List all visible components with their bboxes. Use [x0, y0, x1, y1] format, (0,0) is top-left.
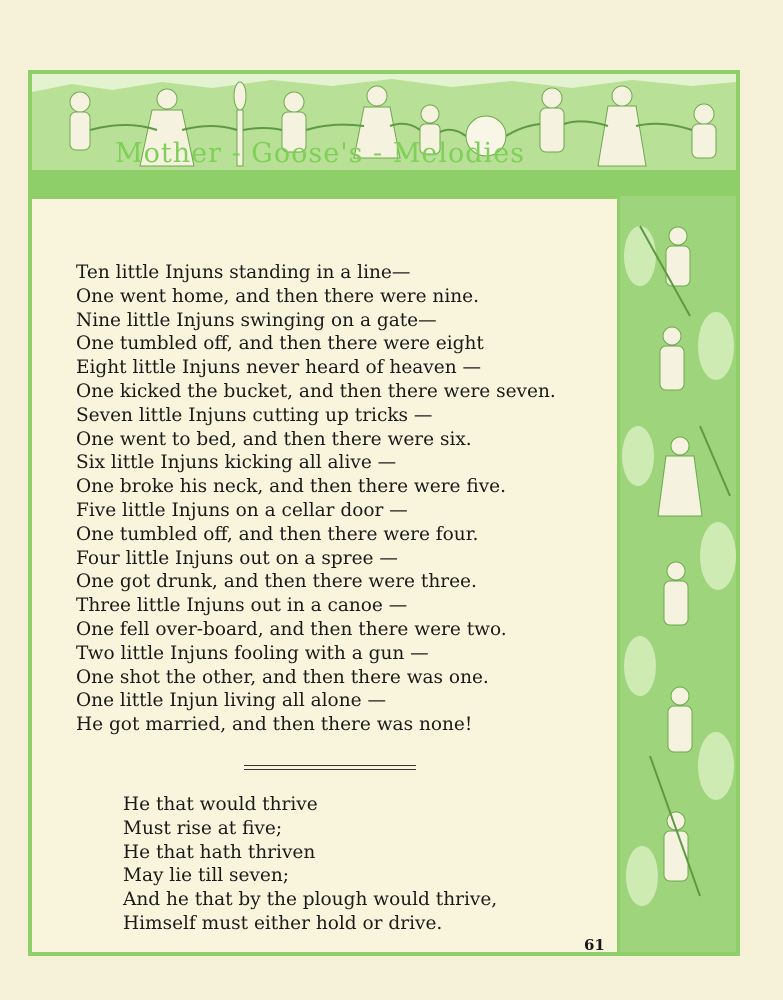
page-title: Mother - Goose's - Melodies: [114, 138, 526, 169]
he-that-would-thrive-poem: [123, 793, 497, 936]
poem-line: One tumbled off, and then there were four.: [76, 523, 479, 545]
poem-line: Six little Injuns kicking all alive —: [76, 452, 397, 474]
poem-line: One got drunk, and then there were three.: [76, 571, 477, 593]
poem-line: One shot the other, and then there was one.: [76, 666, 489, 688]
poem-line: May lie till seven;: [123, 865, 290, 887]
poem-line: One went to bed, and then there were six.: [76, 428, 472, 450]
poem-line: Ten little Injuns standing in a line—: [76, 262, 411, 283]
section-divider: [244, 765, 416, 770]
poem-line: One little Injun living all alone —: [76, 690, 386, 712]
poem-line: And he that by the plough would thrive,: [123, 889, 498, 911]
page-number: 61: [584, 936, 605, 954]
poem-line: Eight little Injuns never heard of heaven —: [76, 357, 482, 379]
poem-line: One broke his neck, and then there were five.: [76, 476, 506, 498]
children-dancing-illustration: [32, 74, 736, 196]
poem-line: Four little Injuns out on a spree —: [76, 547, 398, 569]
poem-line: Seven little Injuns cutting up tricks —: [76, 404, 433, 426]
poem-line: One kicked the bucket, and then there were seven.: [76, 380, 556, 402]
poem-line: Three little Injuns out in a canoe —: [76, 595, 408, 617]
poem-line: He that would thrive: [123, 794, 318, 815]
poem-line: Five little Injuns on a cellar door —: [76, 499, 408, 521]
ten-little-injuns-poem: [76, 261, 556, 737]
poem-line: One tumbled off, and then there were eight: [76, 333, 484, 355]
poem-line: Two little Injuns fooling with a gun —: [76, 642, 429, 664]
side-figures-illustration: [620, 196, 736, 952]
poem-line: He that hath thriven: [123, 841, 316, 863]
poem-line: One went home, and then there were nine.: [76, 285, 479, 307]
side-children-illustration-band: [617, 196, 736, 952]
dancing-children-illustration-band: [32, 74, 736, 199]
poem-line: Himself must either hold or drive.: [123, 912, 443, 934]
poem-line: One fell over-board, and then there were two.: [76, 618, 507, 640]
poem-line: Nine little Injuns swinging on a gate—: [76, 309, 437, 331]
poem-line: He got married, and then there was none!: [76, 714, 473, 736]
poem-line: Must rise at five;: [123, 817, 283, 839]
